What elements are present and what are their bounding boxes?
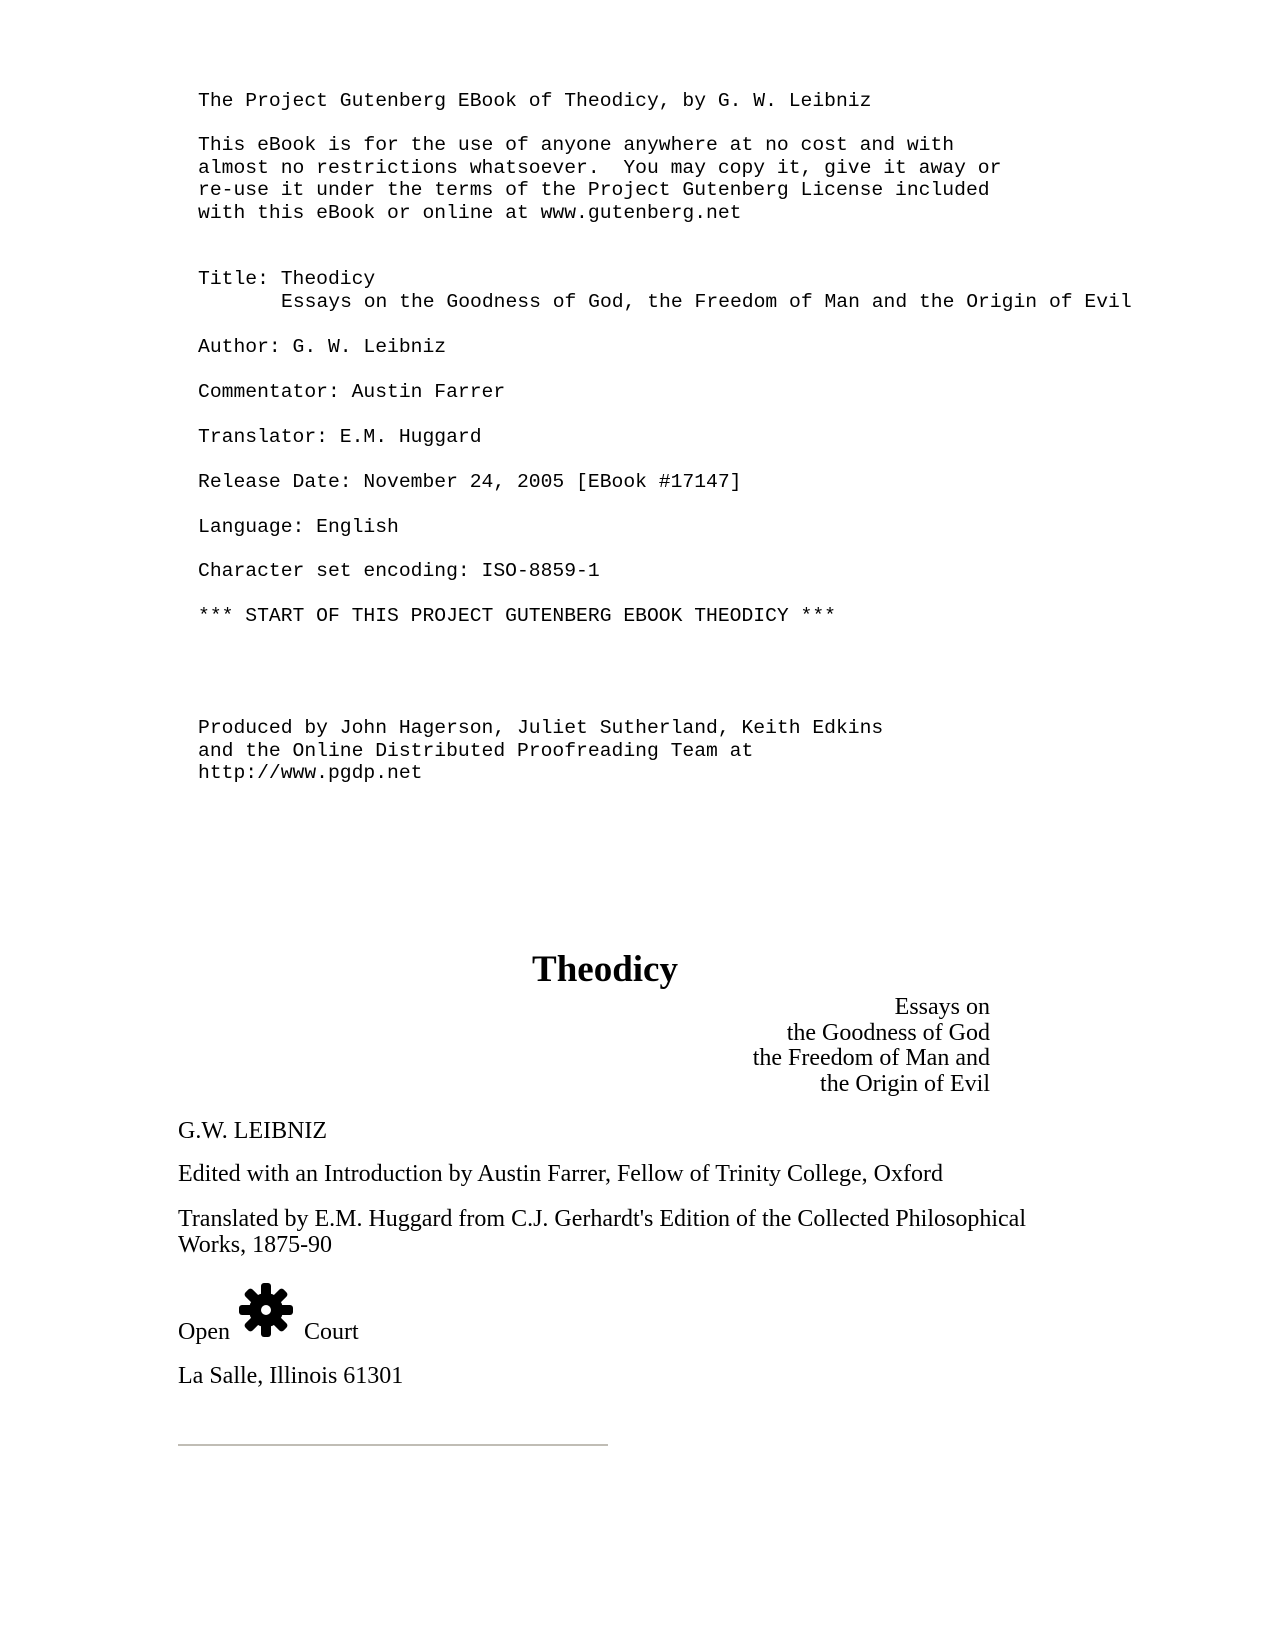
open-court-logo-icon bbox=[238, 1282, 294, 1338]
license-line: with this eBook or online at www.gutenberg.net bbox=[198, 201, 742, 224]
book-title: Theodicy bbox=[532, 949, 678, 990]
subtitle-line: the Origin of Evil bbox=[820, 1070, 990, 1097]
license-line: almost no restrictions whatsoever. You may copy it, give it away or bbox=[198, 156, 1002, 179]
publisher-open: Open bbox=[178, 1319, 230, 1345]
translated-by: Translated by E.M. Huggard from C.J. Gerhardt's Edition of the Collected Philosophical Works, 1875-90 bbox=[178, 1206, 1026, 1258]
start-marker: *** START OF THIS PROJECT GUTENBERG EBOOK THEODICY *** bbox=[198, 605, 836, 627]
produced-line: Produced by John Hagerson, Juliet Sutherland, Keith Edkins bbox=[198, 717, 884, 739]
publisher-court: Court bbox=[304, 1319, 359, 1345]
header-line: The Project Gutenberg EBook of Theodicy, by G. W. Leibniz bbox=[198, 90, 872, 112]
license-text bbox=[198, 134, 1001, 224]
meta-translator: Translator: E.M. Huggard bbox=[198, 426, 482, 448]
meta-subtitle: Essays on the Goodness of God, the Freedom of Man and the Origin of Evil bbox=[281, 291, 1132, 313]
meta-encoding: Character set encoding: ISO-8859-1 bbox=[198, 560, 600, 582]
license-line: re-use it under the terms of the Project Gutenberg License included bbox=[198, 179, 990, 201]
subtitle-line: the Freedom of Man and bbox=[752, 1045, 990, 1071]
subtitle-line: the Goodness of God bbox=[786, 1019, 990, 1046]
produced-line: and the Online Distributed Proofreading Team at bbox=[198, 739, 754, 762]
divider bbox=[178, 1444, 608, 1446]
meta-release: Release Date: November 24, 2005 [EBook #17147] bbox=[198, 471, 742, 493]
meta-language: Language: English bbox=[198, 516, 399, 538]
edited-by: Edited with an Introduction by Austin Farrer, Fellow of Trinity College, Oxford bbox=[178, 1161, 943, 1187]
publisher-address: La Salle, Illinois 61301 bbox=[178, 1363, 404, 1389]
meta-author: Author: G. W. Leibniz bbox=[198, 336, 447, 358]
meta-title: Title: Theodicy bbox=[198, 268, 376, 290]
subtitle-line: Essays on bbox=[894, 994, 990, 1020]
book-author: G.W. LEIBNIZ bbox=[178, 1118, 328, 1144]
license-line: This eBook is for the use of anyone anywhere at no cost and with bbox=[198, 134, 955, 156]
meta-commentator: Commentator: Austin Farrer bbox=[198, 381, 506, 403]
produced-link[interactable]: http://www.pgdp.net bbox=[198, 762, 423, 784]
produced-by bbox=[198, 717, 883, 785]
book-subtitle bbox=[753, 995, 990, 1097]
